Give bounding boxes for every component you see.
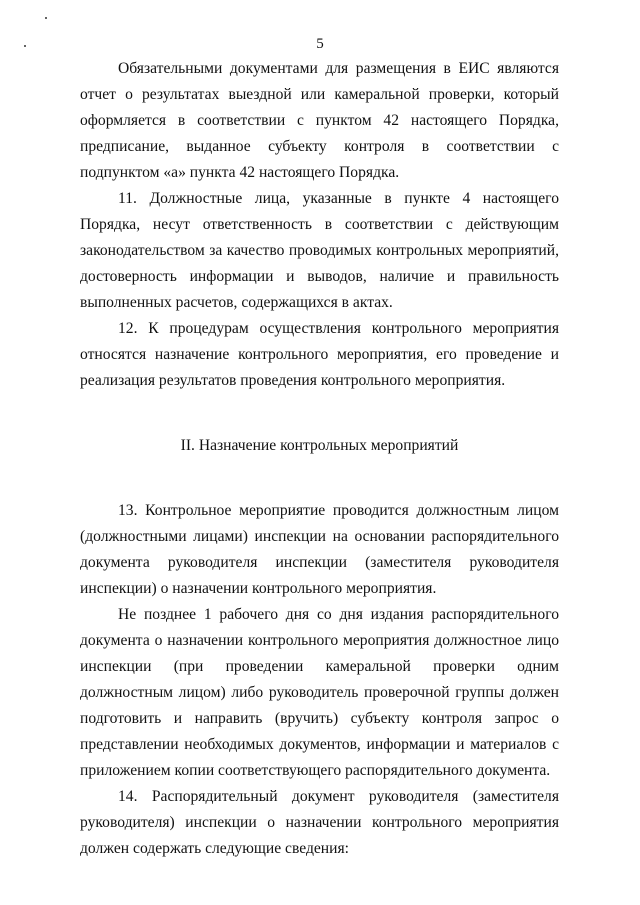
paragraph-14: 14. Распорядительный документ руководителя (заместителя руководителя) инспекции о назначении контрольного мероприятия должен содержать следующие сведения: — [80, 788, 559, 857]
section-heading: II. Назначение контрольных мероприятий — [180, 437, 459, 454]
paragraph-12: 12. К процедурам осуществления контрольного мероприятия относятся назначение контрольного мероприятия, его проведение и реализация результатов проведения контрольного мероприятия. — [80, 320, 559, 389]
paragraph-eis-documents: Обязательными документами для размещения в ЕИС являются отчет о результатах выездной или камеральной проверки, который оформляется в соответствии с пунктом 42 настоящего Порядка, предписание, выданное субъекту контроля в соответствии с подпунктом «а» пункта 42 настоящего Порядка. — [80, 60, 559, 181]
paragraph-13: 13. Контрольное мероприятие проводится должностным лицом (должностными лицами) инспекции на основании распорядительного документа руководителя инспекции (заместителя руководителя инспекции) о назначении контрольного мероприятия. — [80, 502, 559, 597]
page-number: 5 — [316, 36, 324, 52]
document-body — [80, 56, 559, 862]
scan-artifact-dot — [45, 17, 47, 19]
paragraph-11: 11. Должностные лица, указанные в пункте 4 настоящего Порядка, несут ответственность в соответствии с действующим законодательством за качество проводимых контрольных мероприятий, достоверность информации и выводов, наличие и правильность выполненных расчетов, содержащихся в актах. — [80, 190, 559, 311]
paragraph-13-continued: Не позднее 1 рабочего дня со дня издания распорядительного документа о назначении контрольного мероприятия должностное лицо инспекции (при проведении камеральной проверки одним должностным лицом) либо руководитель проверочной группы должен подготовить и направить (вручить) субъекту контроля запрос о представлении необходимых документов, информации и материалов с приложением копии соответствующего распорядительного документа. — [80, 606, 559, 779]
